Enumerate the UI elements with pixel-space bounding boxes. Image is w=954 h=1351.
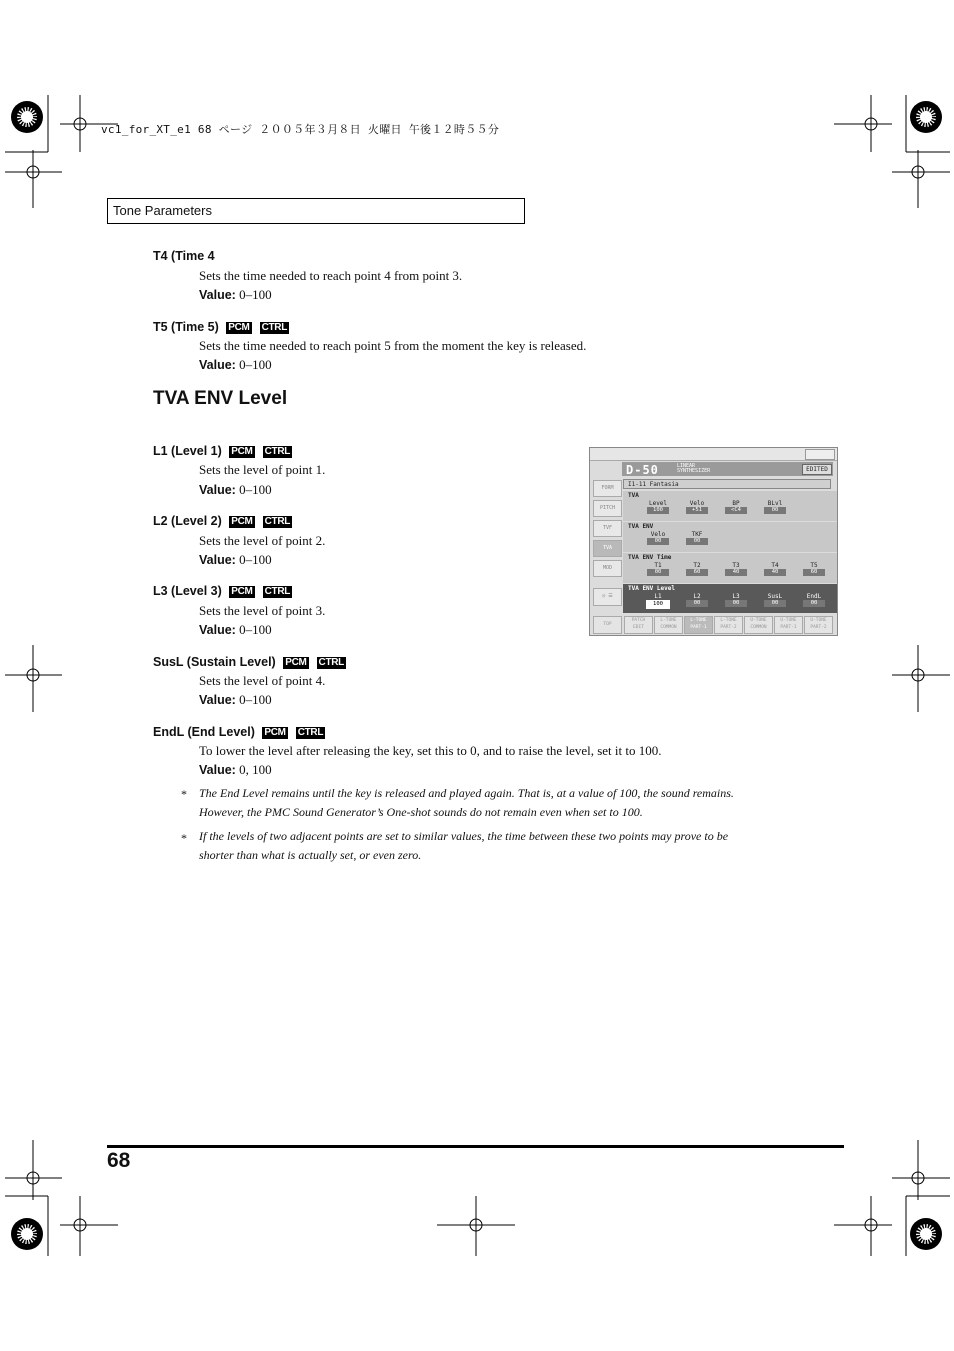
param-l3-title: L3 (Level 3) PCM CTRL bbox=[153, 584, 291, 598]
param-l2-desc: Sets the level of point 2. bbox=[199, 533, 326, 548]
knob-icon: ◎ ☰ bbox=[593, 588, 622, 606]
tva-block: TVA Level 100 Velo +51 BP <C4 BLvl 00 bbox=[623, 491, 837, 521]
section-title: Tone Parameters bbox=[113, 203, 212, 218]
chevron-down-icon bbox=[805, 449, 835, 460]
param-l1-title: L1 (Level 1) PCM CTRL bbox=[153, 444, 291, 458]
footer-rule bbox=[107, 1145, 844, 1148]
ctrl-tag: CTRL bbox=[264, 586, 291, 597]
bottom-button: L-TONE COMMON bbox=[654, 616, 683, 634]
bottom-button: U-TONE COMMON bbox=[744, 616, 773, 634]
bottom-button: L-TONE PART-2 bbox=[714, 616, 743, 634]
param-l3-value: Value: 0–100 bbox=[199, 622, 272, 637]
bottom-button: L-TONE PART-1 bbox=[684, 616, 713, 634]
side-button-pitch: PITCH bbox=[593, 500, 622, 517]
ctrl-tag: CTRL bbox=[318, 657, 344, 668]
note-end-level: The End Level remains until the key is released and played again. That is, at a value of 100, the sound remains. However, the PMC Sound Generator’s One-shot sounds do not remain even when set to 100. bbox=[199, 786, 734, 819]
pcm-tag: PCM bbox=[285, 657, 307, 668]
file-header: vc1_for_XT_e1 68 ページ ２００５年３月８日 火曜日 午後１２時５５分 bbox=[101, 123, 500, 136]
param-t5-title: T5 (Time 5) PCM CTRL bbox=[153, 320, 288, 334]
param-endl-title: EndL (End Level) PCM CTRL bbox=[153, 725, 324, 739]
bottom-button: U-TONE PART-1 bbox=[774, 616, 803, 634]
side-button-mod: MOD bbox=[593, 560, 622, 577]
pcm-tag: PCM bbox=[231, 446, 253, 457]
param-l3-desc: Sets the level of point 3. bbox=[199, 603, 326, 618]
bottom-button: PATCH EDIT bbox=[624, 616, 653, 634]
bottom-button: U-TONE PART-2 bbox=[804, 616, 833, 634]
note-adjacent-levels: If the levels of two adjacent points are set to similar values, the time between these two points may prove to be shorter than what is actually set, or even zero. bbox=[199, 829, 729, 862]
side-button-tva: TVA bbox=[593, 540, 622, 557]
param-t5-desc: Sets the time needed to reach point 5 from the moment the key is released. bbox=[199, 338, 587, 353]
param-t4-desc: Sets the time needed to reach point 4 from point 3. bbox=[199, 268, 463, 283]
param-susl-desc: Sets the level of point 4. bbox=[199, 673, 326, 688]
d50-screen-image bbox=[589, 447, 838, 636]
param-susl-value: Value: 0–100 bbox=[199, 692, 272, 707]
d50-logo: D-50 bbox=[626, 463, 659, 477]
tva-env-level-block: TVA ENV Level L1 100 L2 00 L3 00 SusL 00 EndL 00 bbox=[623, 584, 837, 613]
pcm-tag: PCM bbox=[231, 586, 253, 597]
tva-env-block: TVA ENV Velo 00 TKF 00 bbox=[623, 522, 837, 552]
note-bullet: * bbox=[181, 831, 187, 845]
tva-env-time-block: TVA ENV Time T1 00 T2 60 T3 40 T4 40 T5 60 bbox=[623, 553, 837, 583]
ctrl-tag: CTRL bbox=[264, 446, 291, 457]
pcm-tag: PCM bbox=[264, 727, 286, 738]
param-l1-value: Value: 0–100 bbox=[199, 482, 272, 497]
param-susl-title: SusL (Sustain Level) PCM CTRL bbox=[153, 655, 344, 669]
pcm-tag: PCM bbox=[231, 516, 253, 527]
pcm-tag: PCM bbox=[228, 322, 250, 333]
patch-name: I1-11 Fantasia bbox=[623, 479, 831, 489]
side-button-form: FORM bbox=[593, 480, 622, 497]
param-l1-desc: Sets the level of point 1. bbox=[199, 462, 326, 477]
section-heading: TVA ENV Level bbox=[153, 388, 288, 409]
ctrl-tag: CTRL bbox=[264, 516, 291, 527]
param-l2-value: Value: 0–100 bbox=[199, 552, 272, 567]
param-t4-value: Value: 0–100 bbox=[199, 287, 272, 302]
param-endl-desc: To lower the level after releasing the key, set this to 0, and to raise the level, set it to 100. bbox=[199, 743, 662, 758]
page-number: 68 bbox=[107, 1149, 131, 1172]
param-endl-value: Value: 0, 100 bbox=[199, 762, 272, 777]
note-bullet: * bbox=[181, 787, 187, 801]
param-t4-title: T4 (Time 4 bbox=[153, 249, 215, 263]
ctrl-tag: CTRL bbox=[297, 727, 324, 738]
param-t5-value: Value: 0–100 bbox=[199, 357, 272, 372]
section-title-box bbox=[107, 198, 525, 224]
edited-indicator: EDITED bbox=[802, 464, 832, 475]
param-l2-title: L2 (Level 2) PCM CTRL bbox=[153, 514, 291, 528]
ctrl-tag: CTRL bbox=[261, 322, 288, 333]
top-button: TOP bbox=[593, 616, 622, 634]
side-button-tvf: TVF bbox=[593, 520, 622, 537]
logo-subtitle: LINEAR SYNTHESIZER bbox=[677, 463, 711, 474]
